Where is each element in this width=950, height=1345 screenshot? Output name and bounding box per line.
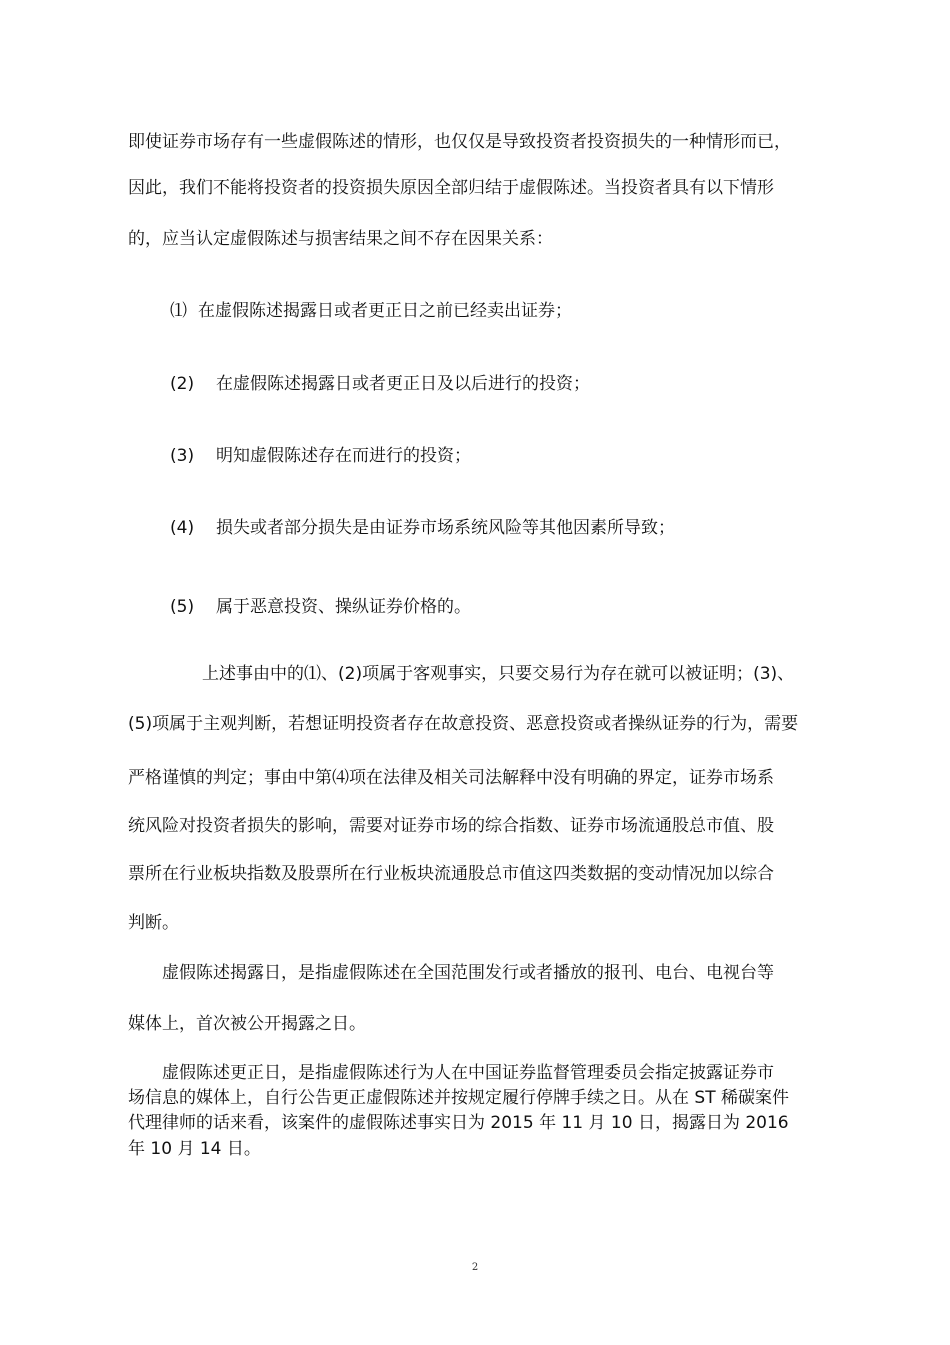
paragraph2-line-1: 上述事由中的⑴、(2)项属于客观事实，只要交易行为存在就可以被证明；(3)、 — [202, 664, 795, 684]
list-item-number: (3) — [170, 446, 195, 466]
paragraph2-line-5: 票所在行业板块指数及股票所在行业板块流通股总市值这四类数据的变动情况加以综合 — [128, 864, 774, 884]
list-item — [170, 446, 471, 466]
list-item — [170, 597, 471, 617]
list-item-text: 在虚假陈述揭露日或者更正日及以后进行的投资； — [216, 374, 590, 394]
list-item — [170, 301, 572, 321]
paragraph1-line-2: 因此，我们不能将投资者的投资损失原因全部归结于虚假陈述。当投资者具有以下情形 — [128, 178, 774, 198]
list-item-text: 属于恶意投资、操纵证券价格的。 — [216, 597, 471, 617]
paragraph2-line-4: 统风险对投资者损失的影响，需要对证券市场的综合指数、证券市场流通股总市值、股 — [128, 816, 774, 836]
list-item-number: ⑴ — [170, 301, 187, 321]
paragraph4-line-4: 年 10 月 14 日。 — [128, 1139, 261, 1159]
paragraph3-line-1: 虚假陈述揭露日，是指虚假陈述在全国范围发行或者播放的报刊、电台、电视台等 — [162, 963, 774, 983]
page-number: 2 — [471, 1262, 479, 1273]
list-item-number: (2) — [170, 374, 195, 394]
list-item-text: 明知虚假陈述存在而进行的投资； — [216, 446, 471, 466]
paragraph4-line-2: 场信息的媒体上，自行公告更正虚假陈述并按规定履行停牌手续之日。从在 ST 稀碳案件 — [128, 1088, 789, 1108]
list-item-text: 在虚假陈述揭露日或者更正日之前已经卖出证券； — [198, 301, 572, 321]
paragraph3-line-2: 媒体上，首次被公开揭露之日。 — [128, 1014, 366, 1034]
list-item-text: 损失或者部分损失是由证券市场系统风险等其他因素所导致； — [216, 518, 675, 538]
paragraph2-line-2: (5)项属于主观判断，若想证明投资者存在故意投资、恶意投资或者操纵证券的行为，需要 — [128, 714, 799, 734]
list-item-number: (4) — [170, 518, 195, 538]
list-item-number: (5) — [170, 597, 195, 617]
paragraph1-line-3: 的，应当认定虚假陈述与损害结果之间不存在因果关系： — [128, 229, 553, 249]
paragraph4-line-1: 虚假陈述更正日，是指虚假陈述行为人在中国证券监督管理委员会指定披露证券市 — [162, 1063, 774, 1083]
list-item — [170, 374, 590, 394]
paragraph4-line-3: 代理律师的话来看，该案件的虚假陈述事实日为 2015 年 11 月 10 日，揭露日为 2016 — [128, 1113, 789, 1133]
list-item — [170, 518, 675, 538]
paragraph2-line-3: 严格谨慎的判定；事由中第⑷项在法律及相关司法解释中没有明确的界定，证券市场系 — [128, 768, 774, 788]
paragraph2-line-6: 判断。 — [128, 913, 179, 933]
paragraph1-line-1: 即使证券市场存有一些虚假陈述的情形，也仅仅是导致投资者投资损失的一种情形而已， — [128, 132, 791, 152]
